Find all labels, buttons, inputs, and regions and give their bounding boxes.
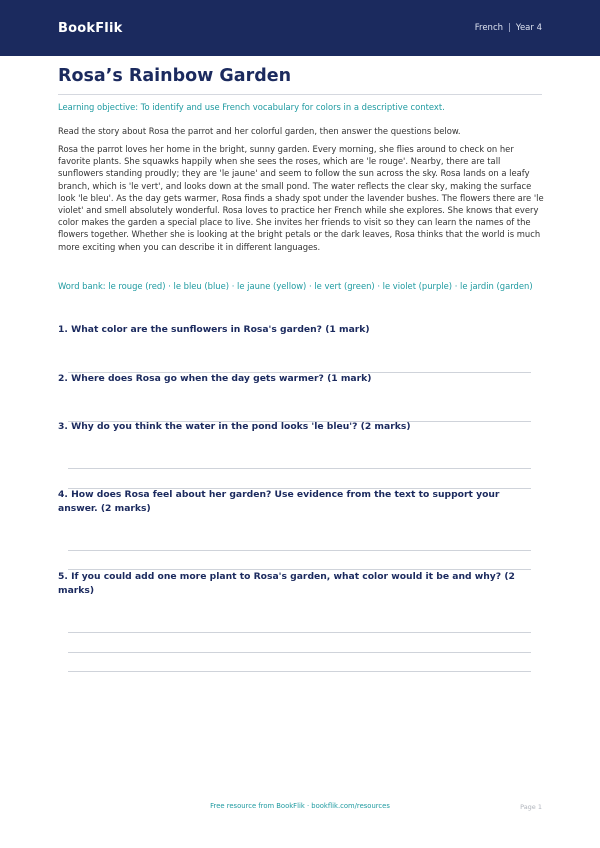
subject-year	[475, 23, 542, 33]
brand-logo[interactable]: BookFlik	[58, 20, 123, 36]
word-bank: Word bank: le rouge (red) · le bleu (blue) · le jaune (yellow) · le vert (green) · le violet (purple) · le jardin (garden)	[58, 281, 533, 291]
header-bar	[0, 0, 600, 56]
page-number: Page 1	[520, 803, 542, 811]
question-4: 4. How does Rosa feel about her garden? Use evidence from the text to support your answer. (2 marks)	[58, 489, 500, 514]
question-5: 5. If you could add one more plant to Rosa's garden, what color would it be and why? (2 marks)	[58, 571, 515, 596]
footer-credit[interactable]: Free resource from BookFlik · bookflik.com/resources	[210, 802, 390, 810]
subject-label: French	[474, 23, 504, 33]
question-2: 2. Where does Rosa go when the day gets warmer? (1 mark)	[58, 373, 372, 384]
answer-line[interactable]	[68, 671, 531, 672]
question-1: 1. What color are the sunflowers in Rosa's garden? (1 mark)	[58, 324, 370, 335]
meta-separator: |	[508, 23, 511, 33]
year-label: Year 4	[515, 23, 542, 33]
instructions: Read the story about Rosa the parrot and her colorful garden, then answer the questions below.	[58, 126, 461, 136]
title-divider	[58, 94, 542, 95]
answer-line[interactable]	[68, 468, 531, 469]
story-text: Rosa the parrot loves her home in the bright, sunny garden. Every morning, she flies around to check on her favorite plants. She squawks happily when she sees the roses, which are 'le rouge'. Nearby, there are tall sunflowers standing proudly; they are 'le jaune' and seem to follow the sun across the sky. Rosa lands on a leafy branch, which is 'le vert', and looks down at the small pond. The water reflects the clear sky, making the surface look 'le bleu'. As the day gets warmer, Rosa finds a shady spot under the lavender bushes. The flowers there are 'le violet' and smell absolutely wonderful. Rosa loves to practice her French while she explores. She knows that every color makes the garden a special place to live. She invites her friends to visit so they can learn the names of the flowers together. Whether she is looking at the bright petals or the dark leaves, Rosa thinks that the world is much more exciting when you can describe it in different languages.	[58, 144, 544, 252]
page-title: Rosa’s Rainbow Garden	[58, 66, 292, 86]
question-3: 3. Why do you think the water in the pond looks 'le bleu'? (2 marks)	[58, 421, 411, 432]
answer-line[interactable]	[68, 632, 531, 633]
answer-line[interactable]	[68, 652, 531, 653]
answer-line[interactable]	[68, 550, 531, 551]
learning-objective: Learning objective: To identify and use French vocabulary for colors in a descriptive context.	[58, 102, 445, 112]
